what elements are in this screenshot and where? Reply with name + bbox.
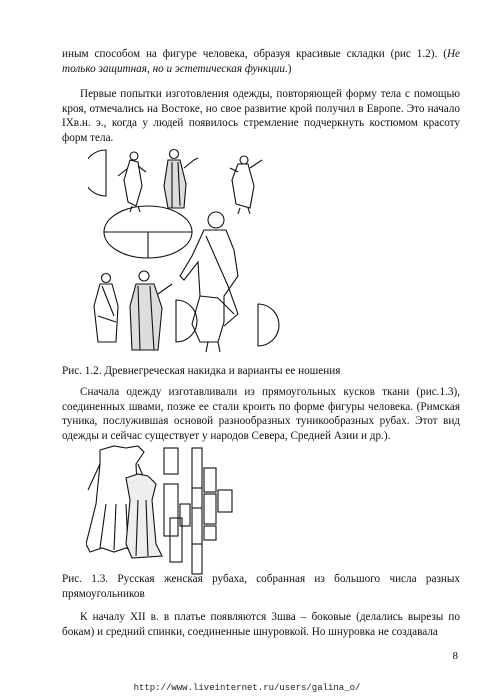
paragraph-1-italic: Не только защитная, но и эстетическая функции. <box>62 48 460 75</box>
pattern-piece-7 <box>204 494 216 524</box>
figure-draped-woman-1 <box>94 274 118 343</box>
figure-2-caption: Рис. 1.3. Русская женская рубаха, собранная из большого числа разных прямоугольников <box>62 573 460 600</box>
figure-draped-man-large <box>180 212 238 352</box>
figure-russian-shirt <box>86 444 282 580</box>
figure-draped-man-2 <box>164 150 198 209</box>
paragraph-1 <box>62 47 460 76</box>
figure-draped-woman-2 <box>130 271 172 350</box>
pattern-piece-3 <box>192 448 202 574</box>
pattern-piece-9 <box>204 526 216 540</box>
pattern-piece-6 <box>204 468 216 492</box>
pattern-piece-2 <box>164 484 178 536</box>
paragraph-1-text: иным способом на фигуре человека, образуя красивые складки (рис 1.2). ( <box>62 48 447 60</box>
shirt-back-drawing <box>126 474 162 558</box>
half-circle-pattern-top <box>88 150 106 196</box>
paragraph-1-end: ) <box>287 62 292 75</box>
figure-draped-man-3 <box>230 156 262 214</box>
paragraph-2: Первые попытки изготовления одежды, повторяющей форму тела с помощью кроя, отмечались на Востоке, но свое развитие крой получил в Европе. Это начало IXв.н. э., когда у людей появилось стремление подчеркнуть костюмом красоту форм тела. <box>62 88 460 144</box>
watermark-url: http://www.liveinternet.ru/users/galina_o/ <box>133 683 361 693</box>
figure-greek-cloak <box>88 146 298 358</box>
figure-draped-man-1 <box>118 152 146 212</box>
ellipse-cloak-pattern <box>104 206 192 258</box>
half-circle-pattern-bottom-2 <box>258 304 279 346</box>
figure-1-caption: Рис. 1.2. Древнегреческая накидка и варианты ее ношения <box>62 365 341 377</box>
pattern-piece-1 <box>164 448 178 474</box>
page-number: 8 <box>452 650 458 662</box>
pattern-piece-8 <box>218 490 232 512</box>
paragraph-3: Сначала одежду изготавливали из прямоугольных кусков ткани (рис.1.3), соединенных швами, позже ее стали кроить по форме фигуры человека. (Римская туника, послужившая основой разнообразных туникообразных рубах. Этот вид одежды и сейчас существует у народов Севера, Средней Азии и др.). <box>62 386 460 442</box>
paragraph-4: К началу XII в. в платье появляются 3шва – боковые (делались вырезы по бокам) и средний спинки, соединенные шнуровкой. Но шнуровка не создавала <box>62 611 460 638</box>
half-circle-pattern-bottom-1 <box>176 300 197 342</box>
